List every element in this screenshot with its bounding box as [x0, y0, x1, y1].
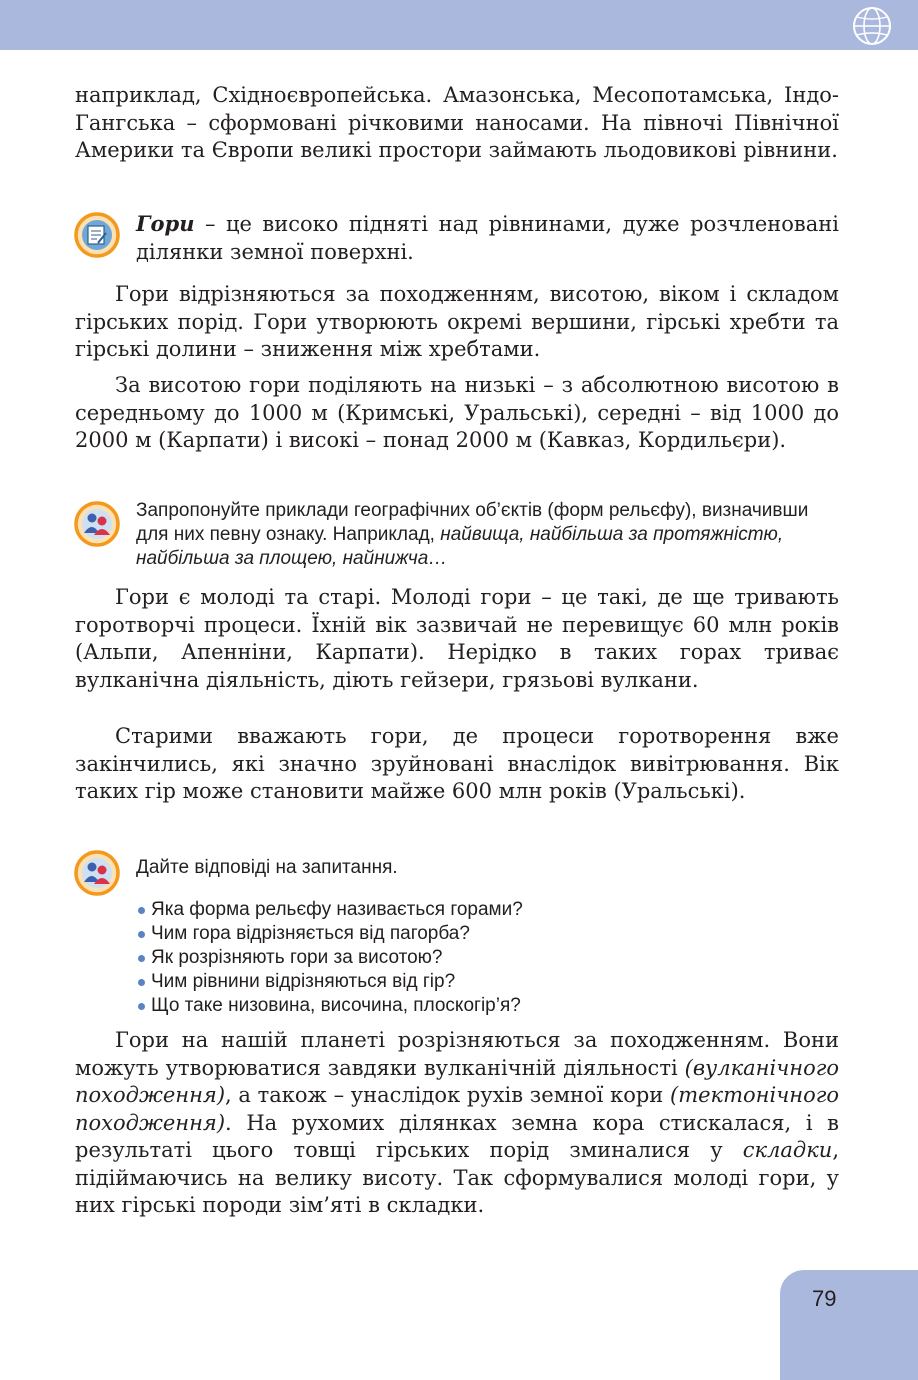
page-number-tab	[780, 1270, 918, 1380]
group-work-icon	[74, 501, 120, 547]
task-examples	[136, 499, 839, 571]
origin-text-3: . На рухомих ділянках земна кора стискалася, і в результаті цього товщі гірських порід зминалися у	[75, 1110, 839, 1162]
task-questions-intro: Дайте відповіді на запитання.	[136, 857, 398, 878]
task-examples-italic: найвища, найбільша за протяжністю, найбільша за площею, найнижча…	[136, 524, 784, 569]
list-item: Як розрізняють гори за висотою?	[136, 946, 839, 970]
origin-italic-folds: складки	[742, 1138, 833, 1162]
question-list	[136, 898, 839, 1018]
paragraph-young-mountains: Гори є молоді та старі. Молоді гори – це такі, де ще тривають горотворчі процеси. Їхній вік зазвичай не перевищує 60 млн років (Альпи, Апенніни, Карпати). Нерідко в таких горах триває вулканічна діяльність, діють гейзери, грязьові вулкани.	[75, 585, 839, 692]
list-item: Чим гора відрізняється від пагорба?	[136, 922, 839, 946]
list-item: Що таке низовина, височина, плоскогір’я?	[136, 994, 839, 1018]
paragraph-old-mountains: Старими вважають гори, де процеси горотворення вже закінчились, які значно зруйновані внаслідок вивітрювання. Вік таких гір може становити майже 600 млн років (Уральські).	[75, 724, 839, 803]
globe-icon	[852, 6, 892, 46]
origin-text-2: , а також – унаслідок рухів земної кори	[225, 1083, 671, 1107]
list-item: Яка форма рельєфу називається горами?	[136, 898, 839, 922]
top-banner	[0, 0, 918, 50]
origin-text-4: , підіймаючись на велику висоту. Так сформувалися молоді гори, у них гірські породи зім’яті в складки.	[75, 1138, 839, 1217]
group-work-icon	[74, 850, 120, 896]
origin-text-1: Гори на нашій планеті розрізняються за походженням. Вони можуть утворюватися завдяки вулканічній діяльності	[75, 1028, 839, 1080]
paragraph-height: За висотою гори поділяють на низькі – з абсолютною висотою в середньому до 1000 м (Кримські, Уральські), середні – від 1000 до 2000 м (Карпати) і високі – понад 2000 м (Кавказ, Кордильєри).	[75, 373, 839, 452]
paragraph-differences: Гори відрізняються за походженням, висотою, віком і складом гірських порід. Гори утворюють окремі вершини, гірські хребти та гірські долини – зниження між хребтами.	[75, 282, 839, 361]
origin-italic-tectonic: (тектонічного походження)	[75, 1083, 839, 1135]
paragraph-lowlands: наприклад, Східноєвропейська. Амазонська, Месопотамська, Індо-Гангська – сформовані річковими наносами. На півночі Північної Америки та Європи великі простори займають льодовикові рівнини.	[75, 83, 839, 162]
page-number: 79	[812, 1286, 837, 1311]
definition-text: – це високо підняті над рівнинами, дуже розчленовані ділянки земної поверхні.	[136, 212, 839, 264]
term-mountains: Гори	[136, 211, 195, 236]
notebook-pencil-icon	[74, 212, 120, 258]
list-item: Чим рівнини відрізняються від гір?	[136, 970, 839, 994]
task-examples-text: Запропонуйте приклади географічних об’єктів (форм рельєфу), визначивши для них певну ознаку. Наприклад,	[136, 500, 809, 545]
paragraph-origin	[75, 1027, 839, 1220]
origin-italic-volcanic: (вулканічного походження)	[75, 1055, 839, 1107]
definition-mountains	[136, 210, 839, 266]
